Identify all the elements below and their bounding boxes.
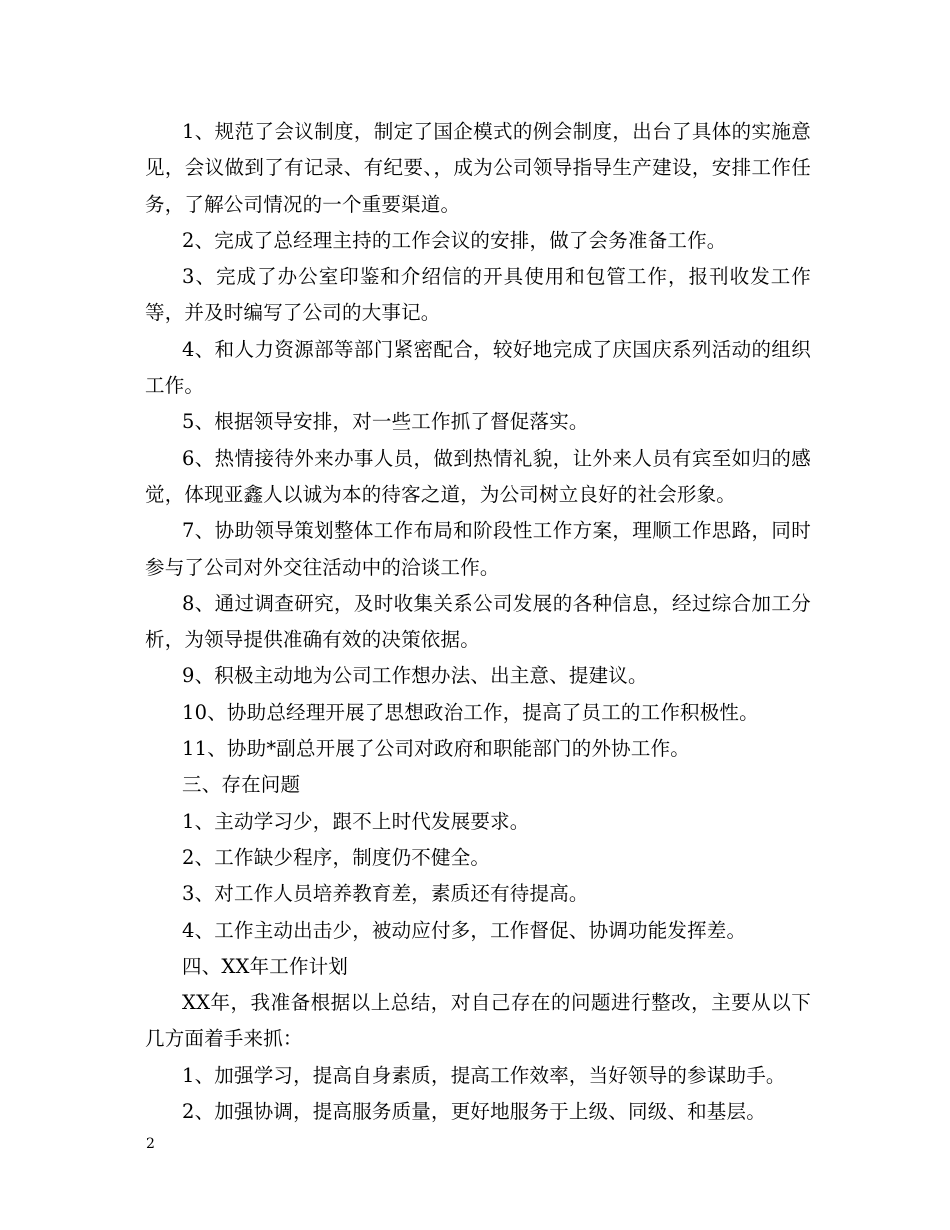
paragraph-meeting-system: 1、规范了会议制度，制定了国企模式的例会制度，出台了具体的实施意见，会议做到了有记录、有纪要、，成为公司领导指导生产建设，安排工作任务，了解公司情况的一个重要渠道。 [145, 120, 811, 216]
paragraph-political-work: 10、协助总经理开展了思想政治工作，提高了员工的工作积极性。 [182, 700, 759, 724]
problem-item-2: 2、工作缺少程序，制度仍不健全。 [182, 845, 491, 869]
paragraph-seals-letters: 3、完成了办公室印鉴和介绍信的开具使用和包管工作，报刊收发工作等，并及时编写了公司的大事记。 [145, 265, 811, 325]
paragraph-suggestions: 9、积极主动地为公司工作想办法、出主意、提建议。 [182, 664, 648, 688]
section-heading-plan: 四、XX年工作计划 [182, 954, 349, 978]
paragraph-hr-cooperation: 4、和人力资源部等部门紧密配合，较好地完成了庆国庆系列活动的组织工作。 [145, 337, 811, 398]
paragraph-gm-meetings: 2、完成了总经理主持的工作会议的安排，做了会务准备工作。 [182, 228, 727, 252]
plan-item-1: 1、加强学习，提高自身素质，提高工作效率，当好领导的参谋助手。 [182, 1063, 786, 1087]
plan-item-2: 2、加强协调，提高服务质量，更好地服务于上级、同级、和基层。 [182, 1100, 766, 1124]
plan-intro: XX年，我准备根据以上总结，对自己存在的问题进行整改，主要从以下几方面着手来抓： [145, 991, 811, 1051]
document-body [145, 114, 811, 1130]
paragraph-external-coordination: 11、协助*副总开展了公司对政府和职能部门的外协工作。 [182, 737, 690, 761]
paragraph-reception: 6、热情接待外来办事人员，做到热情礼貌，让外来人员有宾至如归的感觉，体现亚鑫人以诚为本的待客之道，为公司树立良好的社会形象。 [145, 446, 811, 506]
problem-item-4: 4、工作主动出击少，被动应付多，工作督促、协调功能发挥差。 [182, 918, 747, 942]
problem-item-1: 1、主动学习少，跟不上时代发展要求。 [182, 809, 530, 833]
page-number: 2 [146, 1136, 155, 1152]
problem-item-3: 3、对工作人员培养教育差，素质还有待提高。 [182, 882, 589, 906]
paragraph-planning: 7、协助领导策划整体工作布局和阶段性工作方案，理顺工作思路，同时参与了公司对外交往活动中的洽谈工作。 [145, 519, 811, 579]
section-heading-problems: 三、存在问题 [182, 773, 301, 797]
paragraph-supervision: 5、根据领导安排，对一些工作抓了督促落实。 [182, 410, 589, 434]
paragraph-research: 8、通过调查研究，及时收集关系公司发展的各种信息，经过综合加工分析，为领导提供准确有效的决策依据。 [145, 591, 811, 652]
